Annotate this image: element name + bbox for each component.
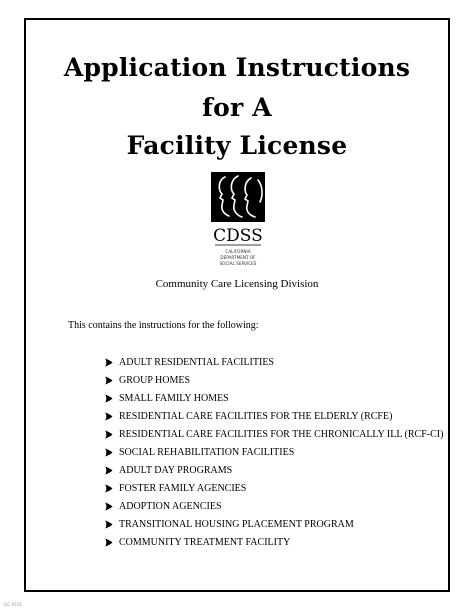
- list-item-label: ADULT DAY PROGRAMS: [119, 464, 233, 476]
- list-item-label: SOCIAL REHABILITATION FACILITIES: [119, 446, 295, 458]
- arrowhead-bullet-icon: [104, 484, 119, 493]
- logo-subtitle-1: CALIFORNIA: [225, 249, 251, 254]
- logo-acronym: CDSS: [213, 226, 263, 246]
- arrowhead-bullet-icon: [104, 466, 119, 475]
- arrowhead-bullet-icon: [104, 394, 119, 403]
- list-item: [104, 425, 443, 443]
- form-number: LIC 9124: [4, 602, 22, 607]
- list-item: [104, 353, 443, 371]
- list-item: [104, 479, 443, 497]
- logo-subtitle-2: DEPARTMENT OF: [220, 255, 256, 260]
- arrowhead-bullet-icon: [104, 520, 119, 529]
- list-item-label: SMALL FAMILY HOMES: [119, 392, 229, 404]
- arrowhead-bullet-icon: [104, 376, 119, 385]
- list-item: [104, 461, 443, 479]
- list-item: [104, 443, 443, 461]
- title-line-3: Facility License: [126, 131, 348, 160]
- title-line-2: for A: [202, 93, 272, 122]
- list-item: [104, 389, 443, 407]
- division-name: Community Care Licensing Division: [155, 278, 319, 290]
- list-item: [104, 497, 443, 515]
- list-item: [104, 515, 443, 533]
- arrowhead-bullet-icon: [104, 448, 119, 457]
- list-item-label: RESIDENTIAL CARE FACILITIES FOR THE CHRONICALLY ILL (RCF-CI): [119, 428, 444, 440]
- list-item-label: FOSTER FAMILY AGENCIES: [119, 482, 247, 494]
- arrowhead-bullet-icon: [104, 430, 119, 439]
- list-item-label: GROUP HOMES: [119, 374, 191, 386]
- list-item-label: TRANSITIONAL HOUSING PLACEMENT PROGRAM: [119, 518, 354, 530]
- arrowhead-bullet-icon: [104, 502, 119, 511]
- list-item-label: ADOPTION AGENCIES: [119, 500, 222, 512]
- facility-type-list: [104, 353, 443, 551]
- arrowhead-bullet-icon: [104, 358, 119, 367]
- list-item-label: COMMUNITY TREATMENT FACILITY: [119, 536, 291, 548]
- list-item-label: ADULT RESIDENTIAL FACILITIES: [119, 356, 274, 368]
- list-item-label: RESIDENTIAL CARE FACILITIES FOR THE ELDERLY (RCFE): [119, 410, 393, 422]
- arrowhead-bullet-icon: [104, 538, 119, 547]
- list-item: [104, 407, 443, 425]
- list-item: [104, 371, 443, 389]
- arrowhead-bullet-icon: [104, 412, 119, 421]
- intro-text: This contains the instructions for the following:: [68, 320, 259, 331]
- cdss-logo: [211, 172, 265, 276]
- title-line-1: Application Instructions: [63, 53, 411, 82]
- list-item: [104, 533, 443, 551]
- logo-subtitle-3: SOCIAL SERVICES: [219, 261, 257, 266]
